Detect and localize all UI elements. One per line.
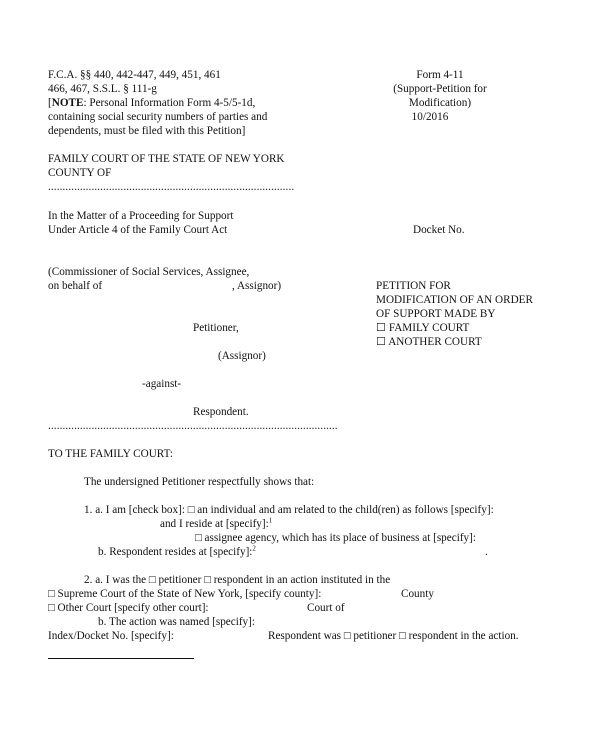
caption-bottom-rule: .................................................................................................... [48,420,338,432]
against-label: -against- [142,378,182,390]
assignor-paren: , Assignor) [232,280,282,292]
respondent-label: Respondent. [193,406,249,418]
note-text: : Personal Information Form 4-5/5-1d, [83,97,256,109]
court-name: FAMILY COURT OF THE STATE OF NEW YORK [48,153,285,165]
matter-line-2: Under Article 4 of the Family Court Act [48,224,228,236]
form-number: Form 4-11 [416,69,464,81]
footnote-ref-1: 1 [268,516,273,525]
docket-number-label: Docket No. [413,224,465,236]
para-1a-assignee: □ assignee agency, which has its place of business at [specify]: [195,532,476,544]
county-rule: ..................................................................................... [48,181,295,193]
statute-line-2: 466, 467, S.S.L. § 111-g [48,83,157,95]
form-title-2: Modification) [408,97,472,109]
para-1a-reside [160,517,272,531]
court-county: COUNTY OF [48,167,112,179]
para-2b: b. The action was named [specify]: [98,616,255,628]
note-line-1: [NOTE: Personal Information Form 4-5/5-1d, [48,97,256,109]
para-2-respondent-was: Respondent was □ petitioner □ respondent in the action. [268,630,519,642]
footnote-ref-2: 2 [252,544,256,553]
note-label: NOTE [51,97,84,109]
para-2-court-of: Court of [307,602,345,614]
matter-line-1: In the Matter of a Proceeding for Support [48,210,234,222]
petition-title-2: MODIFICATION OF AN ORDER [376,294,533,306]
note-line-3: dependents, must be filed with this Petition] [48,125,246,137]
intro-text: The undersigned Petitioner respectfully shows that: [84,476,315,488]
para-2a: 2. a. I was the □ petitioner □ respondent in an action instituted in the [84,574,391,586]
para-1b-text: b. Respondent resides at [specify]: [98,546,253,558]
para-2-supreme: □ Supreme Court of the State of New York, [specify county]: [48,588,322,600]
footnote-rule [48,658,194,659]
para-1b-period: . [485,546,488,558]
para-1a: 1. a. I am [check box]: □ an individual and am related to the child(ren) as follows [specify]: [84,504,494,516]
para-2-county: County [401,588,434,600]
assignor-label: (Assignor) [218,350,266,362]
statute-line-1: F.C.A. §§ 440, 442-447, 449, 451, 461 [48,69,221,81]
to-the-family-court: TO THE FAMILY COURT: [48,448,173,460]
para-1a-reside-text: and I reside at [specify]: [160,518,269,530]
form-title-1: (Support-Petition for [393,83,487,95]
family-court-checkbox[interactable]: ☐ FAMILY COURT [376,322,470,334]
para-2-other: □ Other Court [specify other court]: [48,602,209,614]
another-court-checkbox[interactable]: ☐ ANOTHER COURT [376,336,482,348]
petition-title-3: OF SUPPORT MADE BY [376,308,496,320]
petitioner-label: Petitioner, [193,322,239,334]
para-1b [98,545,256,559]
para-2-index: Index/Docket No. [specify]: [48,630,174,642]
behalf-of: on behalf of [48,280,103,292]
petition-title-1: PETITION FOR [376,280,451,292]
commissioner-line: (Commissioner of Social Services, Assignee, [48,266,250,278]
form-date: 10/2016 [411,111,449,123]
note-line-2: containing social security numbers of parties and [48,111,268,123]
